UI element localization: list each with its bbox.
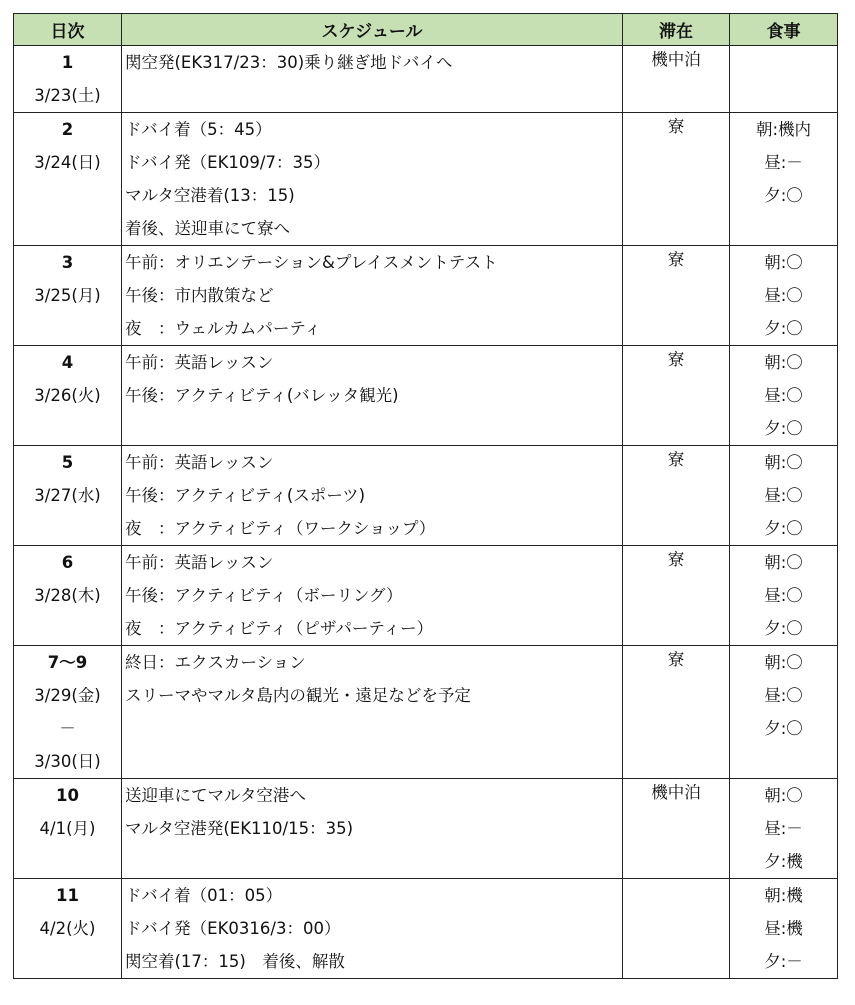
meals-cell	[730, 113, 838, 246]
meal-line: 朝:〇	[764, 353, 803, 372]
schedule-line: 終日：エクスカーション	[125, 653, 306, 672]
schedule-line: 午前：英語レッスン	[125, 453, 274, 472]
header-stay: 滞在	[623, 14, 730, 46]
meal-line: 朝:〇	[764, 253, 803, 272]
meal-line: 朝:機	[764, 886, 803, 905]
meals-cell	[730, 446, 838, 546]
schedule-row	[14, 346, 838, 446]
header-day: 日次	[14, 14, 122, 46]
meal-line: 昼:機	[764, 919, 803, 938]
schedule-line: スリーマやマルタ島内の観光・遠足などを予定	[125, 686, 471, 705]
meal-line: 夕:機	[764, 852, 803, 871]
schedule-table	[13, 13, 838, 979]
schedule-line: 夜 ：ウェルカムパーティ	[125, 319, 322, 338]
schedule-line: 午前：オリエンテーション&プレイスメントテスト	[125, 253, 498, 272]
meal-line: 朝:〇	[764, 786, 803, 805]
day-number: 7～9	[47, 653, 88, 672]
schedule-line: ドバイ発（EK0316/3：00）	[125, 919, 341, 938]
day-number: 2	[61, 120, 74, 139]
meals-cell	[730, 546, 838, 646]
schedule-line: 午後：アクティビティ(バレッタ観光)	[125, 386, 399, 405]
stay-cell: 寮	[623, 113, 730, 246]
day-number: 5	[61, 453, 74, 472]
day-date: 3/29(金)	[34, 686, 101, 705]
meal-line: 夕:〇	[764, 186, 803, 205]
schedule-cell	[122, 246, 623, 346]
schedule-row	[14, 646, 838, 779]
schedule-line: 夜 ：アクティビティ（ワークショップ）	[125, 519, 436, 538]
meals-cell	[730, 346, 838, 446]
day-number: 3	[61, 253, 74, 272]
day-date: 3/23(土)	[34, 86, 101, 105]
stay-cell	[623, 879, 730, 979]
day-cell	[14, 646, 122, 779]
schedule-line: マルタ空港着(13：15)	[125, 186, 295, 205]
header-row	[14, 14, 838, 46]
meals-cell	[730, 46, 838, 113]
day-number: 11	[56, 886, 79, 905]
day-date: 3/27(水)	[34, 486, 101, 505]
schedule-cell	[122, 546, 623, 646]
meal-line: 昼:〇	[764, 586, 803, 605]
schedule-cell	[122, 779, 623, 879]
meal-line: 夕:－	[764, 952, 803, 971]
meal-line: 夕:〇	[764, 319, 803, 338]
day-date: 3/24(日)	[34, 153, 101, 172]
meal-line: 昼:〇	[764, 486, 803, 505]
schedule-cell	[122, 113, 623, 246]
day-number: 1	[61, 53, 74, 72]
meal-line: 昼:〇	[764, 386, 803, 405]
day-cell	[14, 446, 122, 546]
schedule-line: 関空着(17：15) 着後、解散	[125, 952, 345, 971]
schedule-line: 午後：市内散策など	[125, 286, 274, 305]
stay-cell: 寮	[623, 546, 730, 646]
schedule-line: 午後：アクティビティ（ボーリング）	[125, 586, 403, 605]
meal-line: 夕:〇	[764, 519, 803, 538]
schedule-cell	[122, 346, 623, 446]
day-cell	[14, 546, 122, 646]
day-number: 4	[61, 353, 74, 372]
header-schedule: スケジュール	[122, 14, 623, 46]
meals-cell	[730, 879, 838, 979]
schedule-cell	[122, 646, 623, 779]
schedule-row	[14, 46, 838, 113]
schedule-line: 午前：英語レッスン	[125, 553, 274, 572]
schedule-row	[14, 446, 838, 546]
day-date: 3/30(日)	[34, 752, 101, 771]
schedule-line: 夜 ：アクティビティ（ピザパーティー）	[125, 619, 434, 638]
day-cell	[14, 346, 122, 446]
stay-cell: 寮	[623, 646, 730, 779]
schedule-row	[14, 779, 838, 879]
day-date: 4/1(月)	[39, 819, 96, 838]
schedule-cell	[122, 446, 623, 546]
meal-line: 朝:〇	[764, 553, 803, 572]
day-date: －	[59, 719, 76, 738]
stay-cell: 寮	[623, 246, 730, 346]
day-date: 3/28(木)	[34, 586, 101, 605]
meal-line: 昼:〇	[764, 686, 803, 705]
meal-line: 夕:〇	[764, 619, 803, 638]
day-cell	[14, 879, 122, 979]
day-date: 4/2(火)	[39, 919, 96, 938]
day-date: 3/26(火)	[34, 386, 101, 405]
schedule-line: ドバイ発（EK109/7：35）	[125, 153, 330, 172]
meals-cell	[730, 779, 838, 879]
meal-line: 昼:－	[764, 819, 803, 838]
stay-cell: 寮	[623, 346, 730, 446]
day-cell	[14, 113, 122, 246]
day-number: 10	[56, 786, 79, 805]
meal-line: 昼:〇	[764, 286, 803, 305]
schedule-line: マルタ空港発(EK110/15：35)	[125, 819, 354, 838]
schedule-row	[14, 113, 838, 246]
meal-line: 朝:機内	[755, 120, 812, 139]
schedule-line: 関空発(EK317/23：30)乗り継ぎ地ドバイへ	[125, 53, 453, 72]
day-cell	[14, 246, 122, 346]
day-cell	[14, 779, 122, 879]
stay-cell: 機中泊	[623, 779, 730, 879]
meal-line: 夕:〇	[764, 719, 803, 738]
meals-cell	[730, 246, 838, 346]
meals-cell	[730, 646, 838, 779]
header-meals: 食事	[730, 14, 838, 46]
day-number: 6	[61, 553, 74, 572]
stay-cell: 寮	[623, 446, 730, 546]
schedule-line: ドバイ着（5：45）	[125, 120, 272, 139]
stay-cell: 機中泊	[623, 46, 730, 113]
schedule-line: ドバイ着（01：05）	[125, 886, 283, 905]
schedule-cell	[122, 46, 623, 113]
schedule-line: 午前：英語レッスン	[125, 353, 274, 372]
schedule-row	[14, 546, 838, 646]
meal-line: 夕:〇	[764, 419, 803, 438]
meal-line: 昼:－	[764, 153, 803, 172]
meal-line: 朝:〇	[764, 653, 803, 672]
schedule-line: 午後：アクティビティ(スポーツ)	[125, 486, 366, 505]
schedule-row	[14, 246, 838, 346]
day-cell	[14, 46, 122, 113]
schedule-line: 送迎車にてマルタ空港へ	[125, 786, 306, 805]
schedule-line: 着後、送迎車にて寮へ	[125, 219, 290, 238]
day-date: 3/25(月)	[34, 286, 101, 305]
schedule-cell	[122, 879, 623, 979]
meal-line: 朝:〇	[764, 453, 803, 472]
schedule-row	[14, 879, 838, 979]
